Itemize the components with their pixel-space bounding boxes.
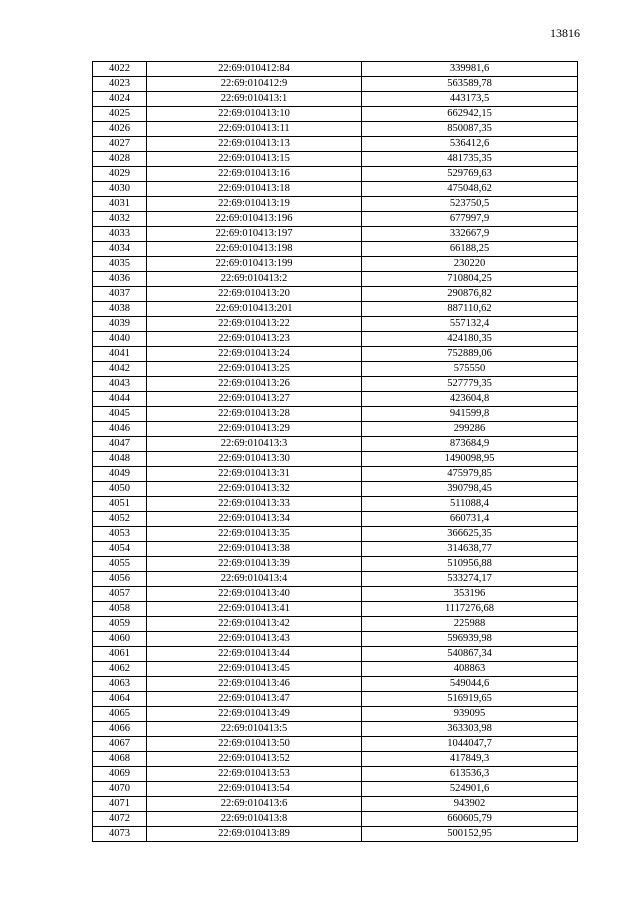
table-row <box>93 542 578 557</box>
cadastral-number-cell: 22:69:010413:47 <box>147 692 362 707</box>
cadastral-value-cell: 941599,8 <box>362 407 578 422</box>
table-row <box>93 152 578 167</box>
table-body <box>93 62 578 842</box>
row-number-cell: 4042 <box>93 362 147 377</box>
cadastral-value-cell: 314638,77 <box>362 542 578 557</box>
cadastral-value-cell: 510956,88 <box>362 557 578 572</box>
table-row <box>93 437 578 452</box>
table-row <box>93 182 578 197</box>
cadastral-value-cell: 887110,62 <box>362 302 578 317</box>
table-row <box>93 317 578 332</box>
row-number-cell: 4066 <box>93 722 147 737</box>
row-number-cell: 4060 <box>93 632 147 647</box>
row-number-cell: 4059 <box>93 617 147 632</box>
table-row <box>93 257 578 272</box>
cadastral-value-cell: 943902 <box>362 797 578 812</box>
cadastral-value-cell: 536412,6 <box>362 137 578 152</box>
row-number-cell: 4049 <box>93 467 147 482</box>
cadastral-number-cell: 22:69:010413:52 <box>147 752 362 767</box>
cadastral-value-cell: 475048,62 <box>362 182 578 197</box>
cadastral-number-cell: 22:69:010413:198 <box>147 242 362 257</box>
cadastral-number-cell: 22:69:010413:31 <box>147 467 362 482</box>
cadastral-value-cell: 290876,82 <box>362 287 578 302</box>
row-number-cell: 4067 <box>93 737 147 752</box>
cadastral-value-cell: 516919,65 <box>362 692 578 707</box>
table-row <box>93 302 578 317</box>
cadastral-number-cell: 22:69:010413:30 <box>147 452 362 467</box>
cadastral-number-cell: 22:69:010413:197 <box>147 227 362 242</box>
cadastral-value-cell: 527779,35 <box>362 377 578 392</box>
cadastral-value-cell: 710804,25 <box>362 272 578 287</box>
row-number-cell: 4023 <box>93 77 147 92</box>
table-row <box>93 377 578 392</box>
row-number-cell: 4043 <box>93 377 147 392</box>
cadastral-number-cell: 22:69:010413:43 <box>147 632 362 647</box>
cadastral-value-cell: 66188,25 <box>362 242 578 257</box>
cadastral-value-cell: 596939,98 <box>362 632 578 647</box>
cadastral-number-cell: 22:69:010413:199 <box>147 257 362 272</box>
row-number-cell: 4046 <box>93 422 147 437</box>
table-row <box>93 617 578 632</box>
row-number-cell: 4053 <box>93 527 147 542</box>
row-number-cell: 4063 <box>93 677 147 692</box>
table-row <box>93 422 578 437</box>
cadastral-number-cell: 22:69:010413:39 <box>147 557 362 572</box>
table-row <box>93 77 578 92</box>
row-number-cell: 4052 <box>93 512 147 527</box>
cadastral-number-cell: 22:69:010413:53 <box>147 767 362 782</box>
cadastral-number-cell: 22:69:010413:34 <box>147 512 362 527</box>
cadastral-number-cell: 22:69:010413:25 <box>147 362 362 377</box>
table-row <box>93 632 578 647</box>
cadastral-value-cell: 1044047,7 <box>362 737 578 752</box>
row-number-cell: 4038 <box>93 302 147 317</box>
cadastral-number-cell: 22:69:010413:6 <box>147 797 362 812</box>
row-number-cell: 4032 <box>93 212 147 227</box>
cadastral-number-cell: 22:69:010413:11 <box>147 122 362 137</box>
table-row <box>93 197 578 212</box>
row-number-cell: 4040 <box>93 332 147 347</box>
table-row <box>93 557 578 572</box>
cadastral-value-cell: 549044,6 <box>362 677 578 692</box>
cadastral-number-cell: 22:69:010413:15 <box>147 152 362 167</box>
table-row <box>93 692 578 707</box>
cadastral-number-cell: 22:69:010413:13 <box>147 137 362 152</box>
table-row <box>93 527 578 542</box>
table-row <box>93 122 578 137</box>
cadastral-number-cell: 22:69:010413:28 <box>147 407 362 422</box>
row-number-cell: 4070 <box>93 782 147 797</box>
cadastral-value-cell: 662942,15 <box>362 107 578 122</box>
row-number-cell: 4051 <box>93 497 147 512</box>
row-number-cell: 4058 <box>93 602 147 617</box>
table-row <box>93 677 578 692</box>
cadastral-number-cell: 22:69:010413:23 <box>147 332 362 347</box>
table-row <box>93 407 578 422</box>
cadastral-value-cell: 939095 <box>362 707 578 722</box>
table-row <box>93 782 578 797</box>
row-number-cell: 4072 <box>93 812 147 827</box>
table-row <box>93 212 578 227</box>
cadastral-number-cell: 22:69:010413:26 <box>147 377 362 392</box>
cadastral-value-cell: 363303,98 <box>362 722 578 737</box>
cadastral-value-cell: 540867,34 <box>362 647 578 662</box>
table-row <box>93 92 578 107</box>
cadastral-number-cell: 22:69:010413:16 <box>147 167 362 182</box>
cadastral-value-cell: 563589,78 <box>362 77 578 92</box>
cadastral-number-cell: 22:69:010413:22 <box>147 317 362 332</box>
table-row <box>93 827 578 842</box>
row-number-cell: 4050 <box>93 482 147 497</box>
cadastral-number-cell: 22:69:010413:5 <box>147 722 362 737</box>
table-row <box>93 392 578 407</box>
cadastral-number-cell: 22:69:010413:3 <box>147 437 362 452</box>
cadastral-number-cell: 22:69:010413:18 <box>147 182 362 197</box>
cadastral-number-cell: 22:69:010413:8 <box>147 812 362 827</box>
cadastral-number-cell: 22:69:010413:20 <box>147 287 362 302</box>
row-number-cell: 4037 <box>93 287 147 302</box>
cadastral-number-cell: 22:69:010413:27 <box>147 392 362 407</box>
row-number-cell: 4048 <box>93 452 147 467</box>
cadastral-value-cell: 873684,9 <box>362 437 578 452</box>
cadastral-value-cell: 332667,9 <box>362 227 578 242</box>
row-number-cell: 4031 <box>93 197 147 212</box>
cadastral-number-cell: 22:69:010413:54 <box>147 782 362 797</box>
table-row <box>93 707 578 722</box>
row-number-cell: 4029 <box>93 167 147 182</box>
cadastral-number-cell: 22:69:010413:46 <box>147 677 362 692</box>
row-number-cell: 4065 <box>93 707 147 722</box>
cadastral-value-cell: 408863 <box>362 662 578 677</box>
table-row <box>93 737 578 752</box>
cadastral-number-cell: 22:69:010413:2 <box>147 272 362 287</box>
cadastral-value-cell: 423604,8 <box>362 392 578 407</box>
row-number-cell: 4069 <box>93 767 147 782</box>
table-row <box>93 452 578 467</box>
cadastral-value-table <box>92 61 578 842</box>
table-row <box>93 347 578 362</box>
cadastral-number-cell: 22:69:010412:84 <box>147 62 362 77</box>
cadastral-number-cell: 22:69:010413:10 <box>147 107 362 122</box>
row-number-cell: 4055 <box>93 557 147 572</box>
table-row <box>93 332 578 347</box>
cadastral-value-cell: 529769,63 <box>362 167 578 182</box>
cadastral-number-cell: 22:69:010413:42 <box>147 617 362 632</box>
cadastral-value-cell: 511088,4 <box>362 497 578 512</box>
cadastral-number-cell: 22:69:010413:44 <box>147 647 362 662</box>
cadastral-value-cell: 850087,35 <box>362 122 578 137</box>
cadastral-number-cell: 22:69:010413:4 <box>147 572 362 587</box>
row-number-cell: 4062 <box>93 662 147 677</box>
cadastral-value-cell: 339981,6 <box>362 62 578 77</box>
table-row <box>93 797 578 812</box>
table-row <box>93 482 578 497</box>
row-number-cell: 4068 <box>93 752 147 767</box>
row-number-cell: 4057 <box>93 587 147 602</box>
table-row <box>93 362 578 377</box>
cadastral-value-cell: 575550 <box>362 362 578 377</box>
cadastral-number-cell: 22:69:010413:50 <box>147 737 362 752</box>
row-number-cell: 4025 <box>93 107 147 122</box>
row-number-cell: 4036 <box>93 272 147 287</box>
cadastral-value-cell: 524901,6 <box>362 782 578 797</box>
row-number-cell: 4027 <box>93 137 147 152</box>
cadastral-number-cell: 22:69:010413:1 <box>147 92 362 107</box>
row-number-cell: 4039 <box>93 317 147 332</box>
row-number-cell: 4028 <box>93 152 147 167</box>
table-row <box>93 602 578 617</box>
cadastral-value-cell: 523750,5 <box>362 197 578 212</box>
table-row <box>93 107 578 122</box>
table-row <box>93 287 578 302</box>
cadastral-value-cell: 417849,3 <box>362 752 578 767</box>
row-number-cell: 4056 <box>93 572 147 587</box>
row-number-cell: 4045 <box>93 407 147 422</box>
row-number-cell: 4024 <box>93 92 147 107</box>
table-row <box>93 662 578 677</box>
row-number-cell: 4041 <box>93 347 147 362</box>
cadastral-value-cell: 1117276,68 <box>362 602 578 617</box>
row-number-cell: 4035 <box>93 257 147 272</box>
cadastral-value-cell: 424180,35 <box>362 332 578 347</box>
table-row <box>93 722 578 737</box>
table-row <box>93 167 578 182</box>
table-row <box>93 587 578 602</box>
cadastral-value-cell: 613536,3 <box>362 767 578 782</box>
cadastral-number-cell: 22:69:010412:9 <box>147 77 362 92</box>
row-number-cell: 4033 <box>93 227 147 242</box>
row-number-cell: 4022 <box>93 62 147 77</box>
cadastral-number-cell: 22:69:010413:19 <box>147 197 362 212</box>
cadastral-number-cell: 22:69:010413:89 <box>147 827 362 842</box>
table-row <box>93 572 578 587</box>
cadastral-value-cell: 557132,4 <box>362 317 578 332</box>
cadastral-value-cell: 500152,95 <box>362 827 578 842</box>
table-row <box>93 242 578 257</box>
table-row <box>93 767 578 782</box>
cadastral-value-cell: 660731,4 <box>362 512 578 527</box>
table-row <box>93 272 578 287</box>
table-row <box>93 497 578 512</box>
row-number-cell: 4061 <box>93 647 147 662</box>
cadastral-value-cell: 475979,85 <box>362 467 578 482</box>
table-row <box>93 812 578 827</box>
cadastral-value-cell: 390798,45 <box>362 482 578 497</box>
cadastral-number-cell: 22:69:010413:24 <box>147 347 362 362</box>
page-number: 13816 <box>550 26 580 40</box>
row-number-cell: 4044 <box>93 392 147 407</box>
table-row <box>93 62 578 77</box>
cadastral-number-cell: 22:69:010413:32 <box>147 482 362 497</box>
cadastral-value-cell: 677997,9 <box>362 212 578 227</box>
cadastral-number-cell: 22:69:010413:201 <box>147 302 362 317</box>
table-row <box>93 467 578 482</box>
row-number-cell: 4073 <box>93 827 147 842</box>
cadastral-number-cell: 22:69:010413:40 <box>147 587 362 602</box>
row-number-cell: 4071 <box>93 797 147 812</box>
cadastral-number-cell: 22:69:010413:45 <box>147 662 362 677</box>
table-row <box>93 512 578 527</box>
cadastral-value-cell: 366625,35 <box>362 527 578 542</box>
table-row <box>93 647 578 662</box>
cadastral-number-cell: 22:69:010413:38 <box>147 542 362 557</box>
cadastral-value-cell: 225988 <box>362 617 578 632</box>
cadastral-number-cell: 22:69:010413:35 <box>147 527 362 542</box>
cadastral-number-cell: 22:69:010413:41 <box>147 602 362 617</box>
cadastral-value-cell: 752889,06 <box>362 347 578 362</box>
row-number-cell: 4034 <box>93 242 147 257</box>
table-row <box>93 752 578 767</box>
row-number-cell: 4030 <box>93 182 147 197</box>
cadastral-value-cell: 481735,35 <box>362 152 578 167</box>
cadastral-value-cell: 443173,5 <box>362 92 578 107</box>
cadastral-value-cell: 533274,17 <box>362 572 578 587</box>
cadastral-number-cell: 22:69:010413:33 <box>147 497 362 512</box>
row-number-cell: 4026 <box>93 122 147 137</box>
table-row <box>93 227 578 242</box>
cadastral-value-cell: 660605,79 <box>362 812 578 827</box>
cadastral-number-cell: 22:69:010413:29 <box>147 422 362 437</box>
row-number-cell: 4064 <box>93 692 147 707</box>
cadastral-value-cell: 1490098,95 <box>362 452 578 467</box>
table-row <box>93 137 578 152</box>
cadastral-number-cell: 22:69:010413:196 <box>147 212 362 227</box>
row-number-cell: 4054 <box>93 542 147 557</box>
cadastral-value-cell: 230220 <box>362 257 578 272</box>
cadastral-value-cell: 299286 <box>362 422 578 437</box>
row-number-cell: 4047 <box>93 437 147 452</box>
cadastral-number-cell: 22:69:010413:49 <box>147 707 362 722</box>
cadastral-value-cell: 353196 <box>362 587 578 602</box>
